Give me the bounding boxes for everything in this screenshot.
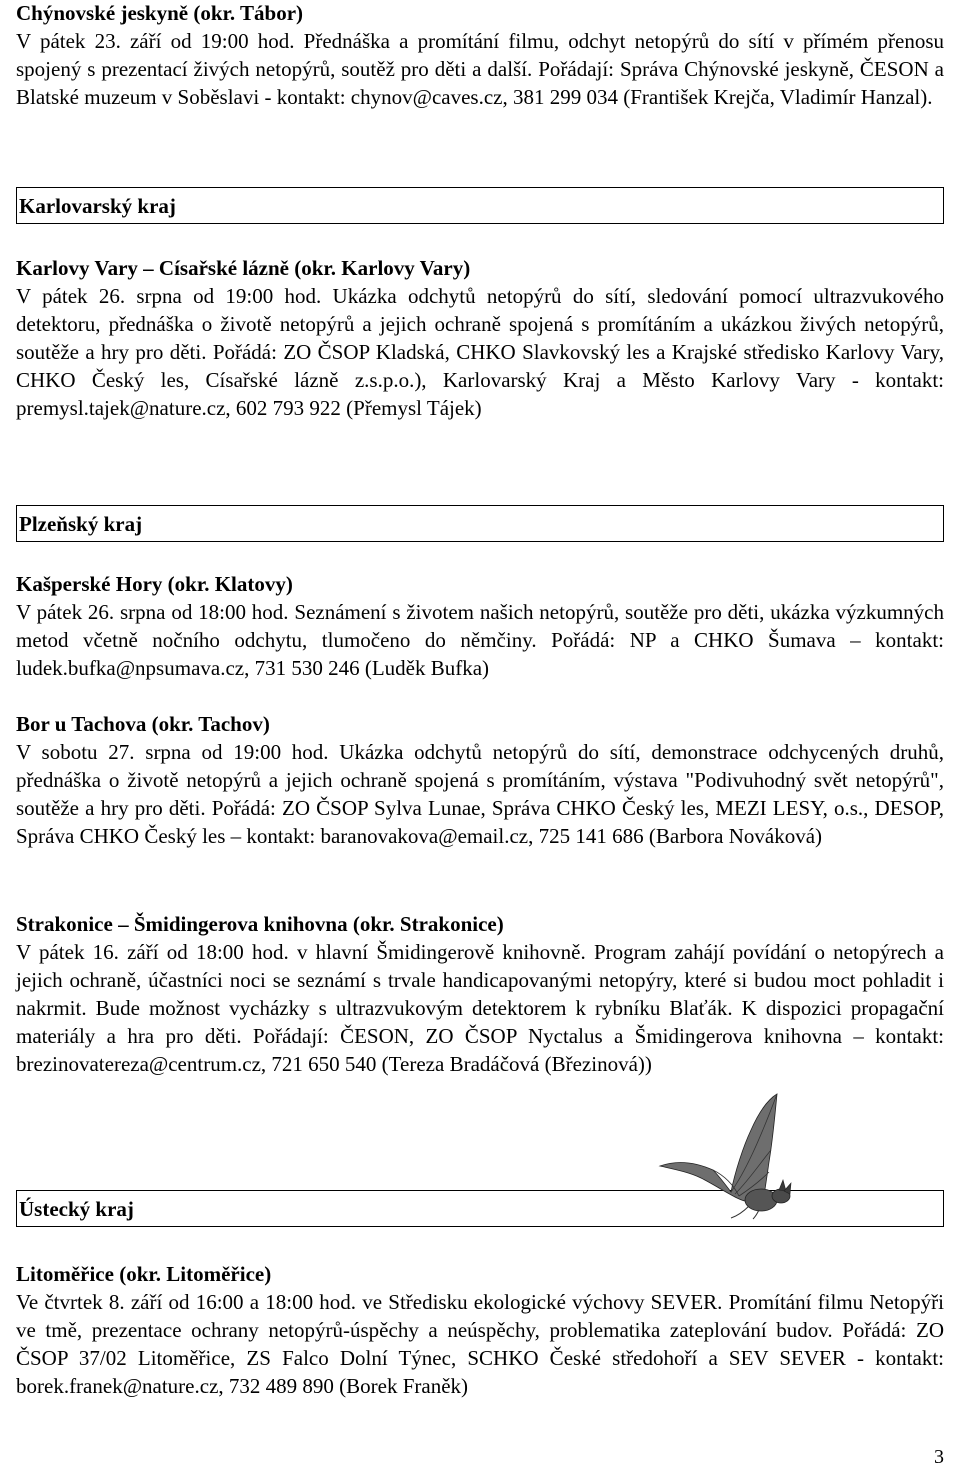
page-number: 3 [934,1446,944,1468]
entry-title: Litoměřice (okr. Litoměřice) [16,1262,272,1286]
entry-text: V pátek 23. září od 19:00 hod. Přednáška a promítání filmu, odchyt netopýrů do sítí v přímém přenosu spojený s prezentací živých netopýrů, soutěž pro děti a další. Pořádají: Správa Chýnovské jeskyně, ČESON a Blatské muzeum v Soběslavi - kontakt: chynov@caves.cz, 381 299 034 (František Krejča, Vladimír Hanzal). [16,29,944,109]
entry-litomerice [16,1260,944,1400]
entry-title: Karlovy Vary – Císařské lázně (okr. Karlovy Vary) [16,256,471,280]
entry-text: Ve čtvrtek 8. září od 16:00 a 18:00 hod. ve Středisku ekologické výchovy SEVER. Promítání filmu Netopýři ve tmě, prezentace ochrany netopýrů-úspěchy a neúspěchy, problematika zateplování budov. Pořádá: ZO ČSOP 37/02 Litoměřice, ZS Falco Dolní Týnec, SCHKO České středohoří a SEV SEVER - kontakt: borek.franek@nature.cz, 732 489 890 (Borek Franěk) [16,1290,944,1398]
entry-text: V pátek 16. září od 18:00 hod. v hlavní Šmidingerově knihovně. Program zahájí povídání o netopýrech a jejich ochraně, účastníci noci se seznámí s trvale handicapovanými netopýry, které si budou moct pohladit i nakrmit. Bude možnost vycházky s ultrazvukovým detektorem k rybníku Blaťák. K dispozici propagační materiály a hra pro děti. Pořádají: ČESON, ZO ČSOP Nyctalus a Šmidingerova knihovna – kontakt: brezinovatereza@centrum.cz, 721 650 540 (Tereza Bradáčová (Březinová)) [16,940,944,1076]
entry-text: V pátek 26. srpna od 18:00 hod. Seznámení s životem našich netopýrů, soutěže pro děti, ukázka výzkumných metod včetně nočního odchytu, tlumočeno do němčiny. Pořádá: NP a CHKO Šumava – kontakt: ludek.bufka@npsumava.cz, 731 530 246 (Luděk Bufka) [16,600,944,680]
entry-title: Bor u Tachova (okr. Tachov) [16,712,270,736]
entry-title: Strakonice – Šmidingerova knihovna (okr. Strakonice) [16,912,504,936]
entry-bor-u-tachova [16,710,944,850]
entry-chynov [16,0,944,111]
entry-title: Chýnovské jeskyně (okr. Tábor) [16,1,304,25]
bat-body [745,1189,777,1211]
entry-title: Kašperské Hory (okr. Klatovy) [16,572,293,596]
bat-illustration [655,1092,800,1220]
entry-kasperske-hory [16,570,944,682]
entry-karlovy-vary [16,254,944,422]
entry-strakonice [16,910,944,1078]
region-header-karlovarsky: Karlovarský kraj [16,187,944,224]
region-header-ustecky: Ústecký kraj [16,1190,944,1227]
region-header-plzensky: Plzeňský kraj [16,505,944,542]
entry-text: V sobotu 27. srpna od 19:00 hod. Ukázka odchytů netopýrů do sítí, demonstrace odchycených druhů, přednáška o životě netopýrů a jejich ochraně spojená s promítáním, výstava "Podivuhodný svět netopýrů", soutěže a hry pro děti. Pořádá: ZO ČSOP Sylva Lunae, Správa CHKO Český les, MEZI LESY, o.s., DESOP, Správa CHKO Český les – kontakt: baranovakova@email.cz, 725 141 686 (Barbora Nováková) [16,740,944,848]
entry-text: V pátek 26. srpna od 19:00 hod. Ukázka odchytů netopýrů do sítí, sledování pomocí ultrazvukového detektoru, přednáška o životě netopýrů a jejich ochraně spojená s promítáním a ukázkou živých netopýrů, soutěže a hry pro děti. Pořádá: ZO ČSOP Kladská, CHKO Slavkovský les a Krajské středisko Karlovy Vary, CHKO Český les, Císařské lázně z.s.p.o.), Karlovarský Kraj a Město Karlovy Vary - kontakt: premysl.tajek@nature.cz, 602 793 922 (Přemysl Tájek) [16,284,944,420]
